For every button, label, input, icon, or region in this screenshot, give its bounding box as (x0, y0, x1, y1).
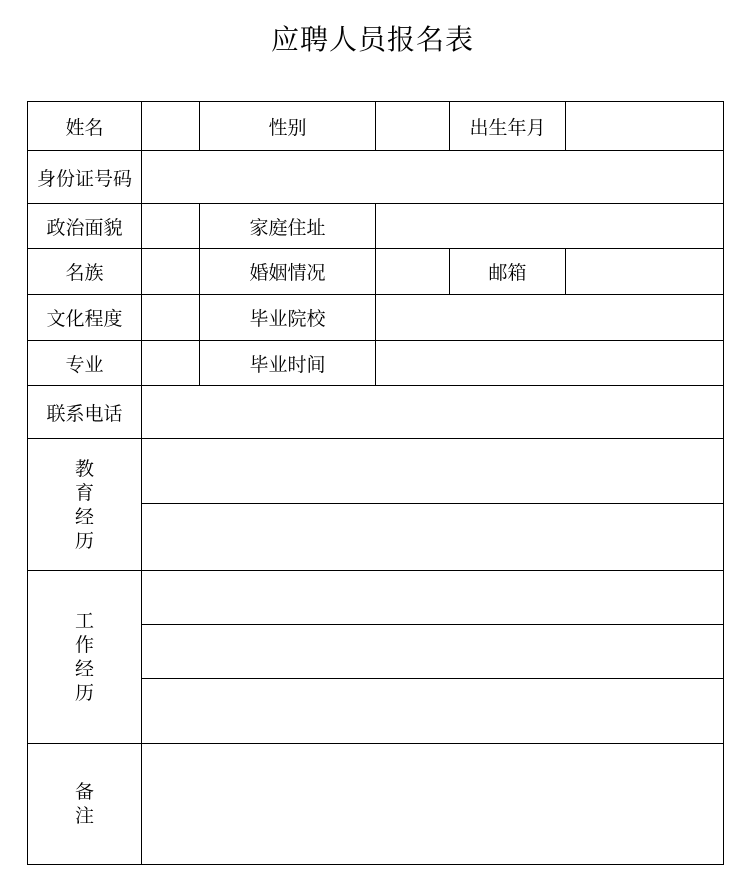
education-level-value[interactable] (142, 295, 200, 341)
remarks-label (28, 744, 142, 865)
name-label: 姓名 (28, 102, 142, 151)
gender-label: 性别 (200, 102, 376, 151)
edu-history-row-1[interactable] (142, 439, 724, 504)
school-label: 毕业院校 (200, 295, 376, 341)
work-history-label-text: 工作经历 (74, 610, 94, 704)
birth-value[interactable] (566, 102, 724, 151)
id-number-value[interactable] (142, 151, 724, 204)
email-label: 邮箱 (450, 249, 566, 295)
phone-label: 联系电话 (28, 386, 142, 439)
application-form-table (27, 101, 724, 865)
gender-value[interactable] (376, 102, 450, 151)
edu-history-label-text: 教育经历 (74, 457, 94, 552)
edu-history-label (28, 439, 142, 571)
political-label: 政治面貌 (28, 204, 142, 249)
address-label: 家庭住址 (200, 204, 376, 249)
major-value[interactable] (142, 341, 200, 386)
birth-label: 出生年月 (450, 102, 566, 151)
major-label: 专业 (28, 341, 142, 386)
phone-value[interactable] (142, 386, 724, 439)
id-number-label: 身份证号码 (28, 151, 142, 204)
form-title: 应聘人员报名表 (270, 23, 474, 56)
remarks-label-text: 备注 (74, 781, 94, 827)
edu-history-row-2[interactable] (142, 504, 724, 571)
school-value[interactable] (376, 295, 724, 341)
ethnicity-value[interactable] (142, 249, 200, 295)
remarks-value[interactable] (142, 744, 724, 865)
address-value[interactable] (376, 204, 724, 249)
name-value[interactable] (142, 102, 200, 151)
work-history-label (28, 571, 142, 744)
marital-label: 婚姻情况 (200, 249, 376, 295)
political-value[interactable] (142, 204, 200, 249)
work-history-row-3[interactable] (142, 679, 724, 744)
grad-time-label: 毕业时间 (200, 341, 376, 386)
work-history-row-1[interactable] (142, 571, 724, 625)
email-value[interactable] (566, 249, 724, 295)
ethnicity-label: 名族 (28, 249, 142, 295)
marital-value[interactable] (376, 249, 450, 295)
work-history-row-2[interactable] (142, 625, 724, 679)
education-level-label: 文化程度 (28, 295, 142, 341)
grad-time-value[interactable] (376, 341, 724, 386)
